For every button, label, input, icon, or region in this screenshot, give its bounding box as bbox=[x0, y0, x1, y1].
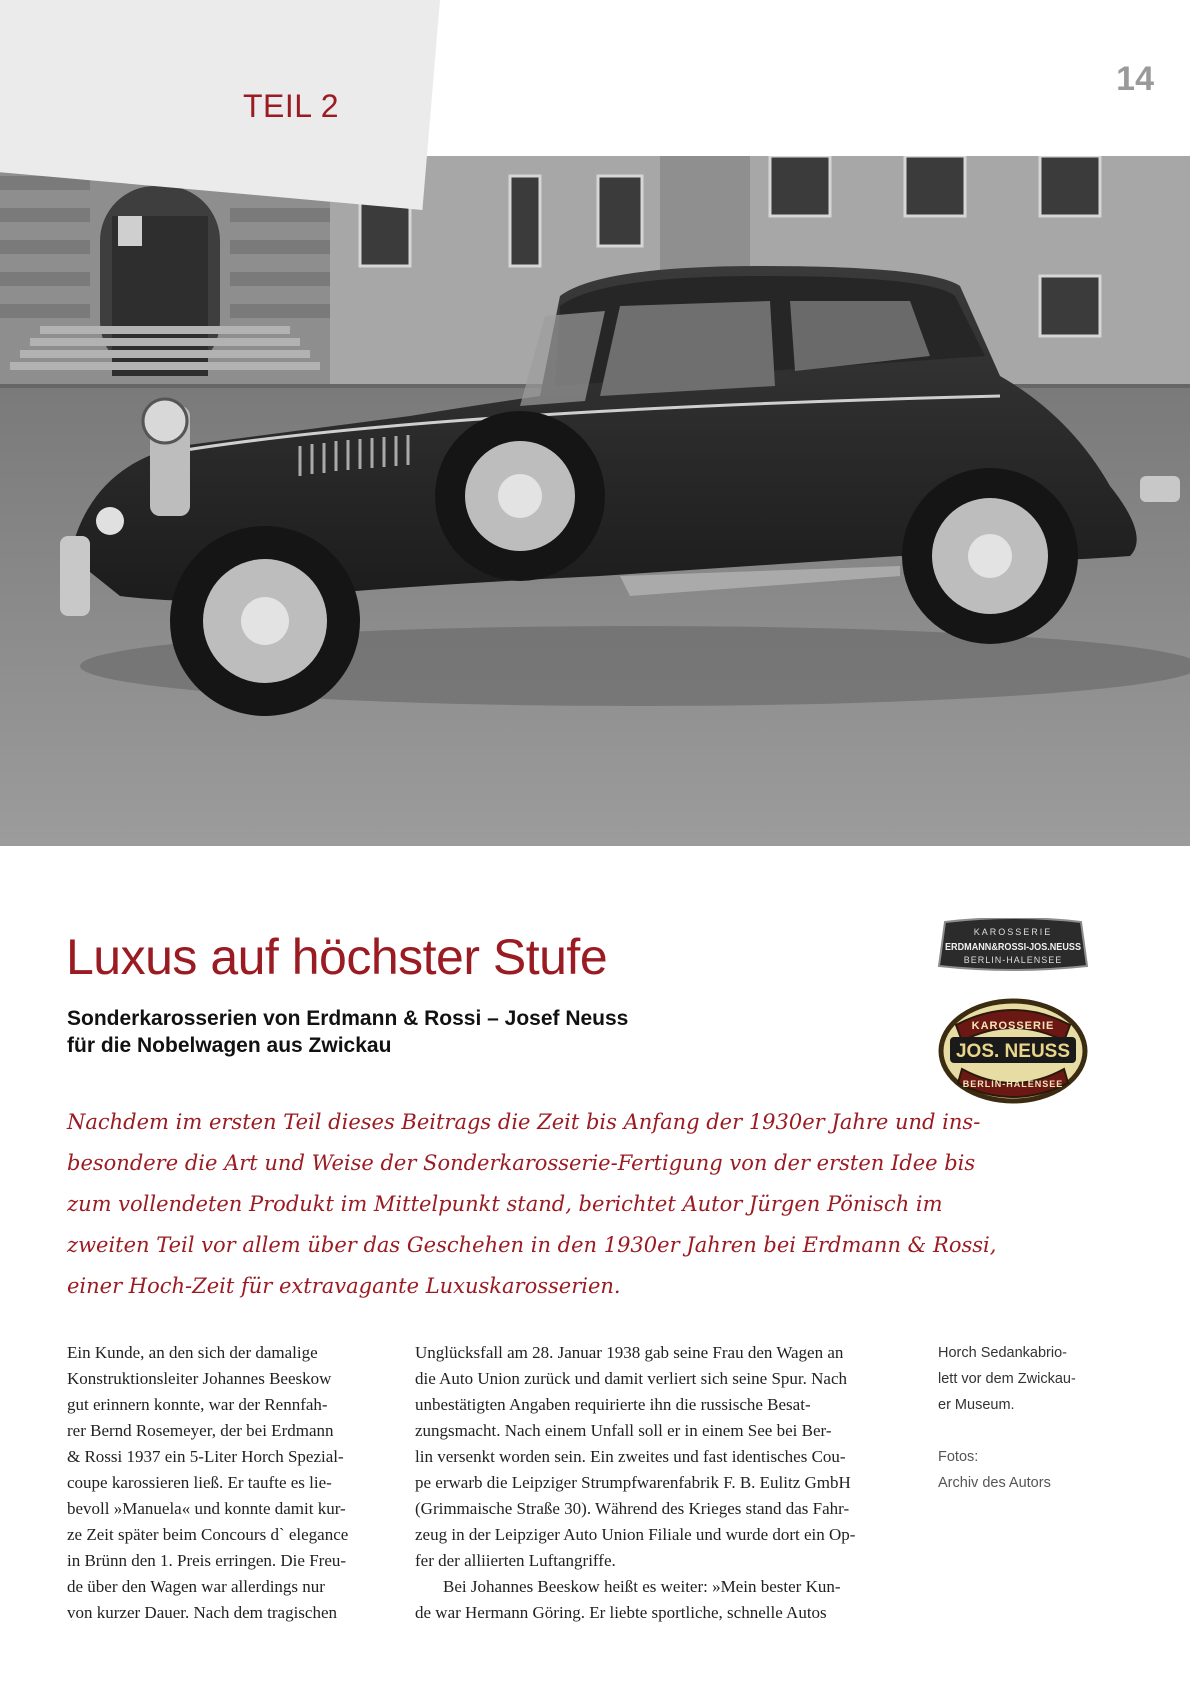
body-line: unbestätigten Angaben requirierte ihn die russische Besat- bbox=[415, 1395, 811, 1414]
body-line: lin versenkt worden sein. Ein zweites und fast identisches Cou- bbox=[415, 1447, 846, 1466]
caption-line: lett vor dem Zwickau- bbox=[938, 1371, 1076, 1387]
body-line: & Rossi 1937 ein 5-Liter Horch Spezial- bbox=[67, 1447, 344, 1466]
body-line: von kurzer Dauer. Nach dem tragischen bbox=[67, 1603, 337, 1622]
car-photo bbox=[0, 156, 1190, 846]
body-line: Bei Johannes Beeskow heißt es weiter: »Mein bester Kun- bbox=[443, 1577, 841, 1596]
article-subtitle bbox=[67, 1005, 707, 1059]
body-line: in Brünn den 1. Preis erringen. Die Freu- bbox=[67, 1551, 347, 1570]
badge-middle-text: JOS. NEUSS bbox=[955, 1041, 1071, 1062]
body-column-2 bbox=[415, 1340, 917, 1626]
body-line: Ein Kunde, an den sich der damalige bbox=[67, 1343, 318, 1362]
body-line: de war Hermann Göring. Er liebte sportliche, schnelle Autos bbox=[415, 1603, 827, 1622]
lead-paragraph bbox=[67, 1102, 997, 1307]
section-label: TEIL 2 bbox=[243, 88, 340, 124]
body-line: rer Bernd Rosemeyer, der bei Erdmann bbox=[67, 1421, 334, 1440]
body-line: die Auto Union zurück und damit verliert sich seine Spur. Nach bbox=[415, 1369, 847, 1388]
body-line: coupe karossieren ließ. Er taufte es lie- bbox=[67, 1473, 332, 1492]
caption-line: er Museum. bbox=[938, 1397, 1015, 1413]
caption-line: Horch Sedankabrio- bbox=[938, 1345, 1067, 1361]
jos-neuss-badge-icon bbox=[936, 993, 1090, 1105]
page-number: 14 bbox=[1116, 60, 1154, 98]
article-title: Luxus auf höchster Stufe bbox=[66, 929, 608, 985]
plate-line1: KAROSSERIE bbox=[973, 927, 1053, 937]
caption-spacer bbox=[938, 1418, 1098, 1444]
body-line: fer der alliierten Luftangriffe. bbox=[415, 1551, 616, 1570]
body-line: gut erinnern konnte, war der Rennfah- bbox=[67, 1395, 328, 1414]
badge-bottom-text: BERLIN-HALENSEE bbox=[962, 1079, 1064, 1089]
photo-caption bbox=[938, 1340, 1098, 1496]
subtitle-line: Sonderkarosserien von Erdmann & Rossi – Josef Neuss bbox=[67, 1007, 629, 1030]
photo-credit-source: Archiv des Autors bbox=[938, 1475, 1051, 1491]
body-line: zungsmacht. Nach einem Unfall soll er in einem See bei Ber- bbox=[415, 1421, 832, 1440]
body-line: (Grimmaische Straße 30). Während des Krieges stand das Fahr- bbox=[415, 1499, 850, 1518]
body-line: Konstruktionsleiter Johannes Beeskow bbox=[67, 1369, 332, 1388]
vintage-car-photo-icon bbox=[0, 156, 1190, 846]
jos-neuss-badge-logo bbox=[936, 993, 1090, 1110]
body-line: bevoll »Manuela« und konnte damit kur- bbox=[67, 1499, 346, 1518]
lead-line: Nachdem im ersten Teil dieses Beitrags die Zeit bis Anfang der 1930er Jahre und ins- bbox=[67, 1110, 981, 1134]
body-line: pe erwarb die Leipziger Strumpfwarenfabrik F. B. Eulitz GmbH bbox=[415, 1473, 851, 1492]
body-column-1 bbox=[67, 1340, 395, 1626]
plate-line3: BERLIN-HALENSEE bbox=[963, 955, 1063, 965]
body-line: de über den Wagen war allerdings nur bbox=[67, 1577, 325, 1596]
body-line: ze Zeit später beim Concours d` elegance bbox=[67, 1525, 349, 1544]
subtitle-line: für die Nobelwagen aus Zwickau bbox=[67, 1034, 392, 1057]
body-line: Unglücksfall am 28. Januar 1938 gab seine Frau den Wagen an bbox=[415, 1343, 844, 1362]
photo-credit-label: Fotos: bbox=[938, 1449, 979, 1465]
badge-top-text: KAROSSERIE bbox=[971, 1020, 1055, 1032]
lead-line: zweiten Teil vor allem über das Geschehen in den 1930er Jahren bei Erdmann & Rossi, bbox=[67, 1233, 997, 1257]
plate-line2: ERDMANN&ROSSI-JOS.NEUSS bbox=[945, 942, 1082, 953]
body-line: zeug in der Leipziger Auto Union Filiale und wurde dort ein Op- bbox=[415, 1525, 856, 1544]
karosserie-plate-icon bbox=[937, 918, 1089, 972]
lead-line: besondere die Art und Weise der Sonderkarosserie-Fertigung von der ersten Idee bis bbox=[67, 1151, 976, 1175]
lead-line: einer Hoch-Zeit für extravagante Luxuskarosserien. bbox=[67, 1274, 621, 1298]
lead-line: zum vollendeten Produkt im Mittelpunkt stand, berichtet Autor Jürgen Pönisch im bbox=[67, 1192, 943, 1216]
erdmann-rossi-plate-logo bbox=[937, 918, 1089, 977]
